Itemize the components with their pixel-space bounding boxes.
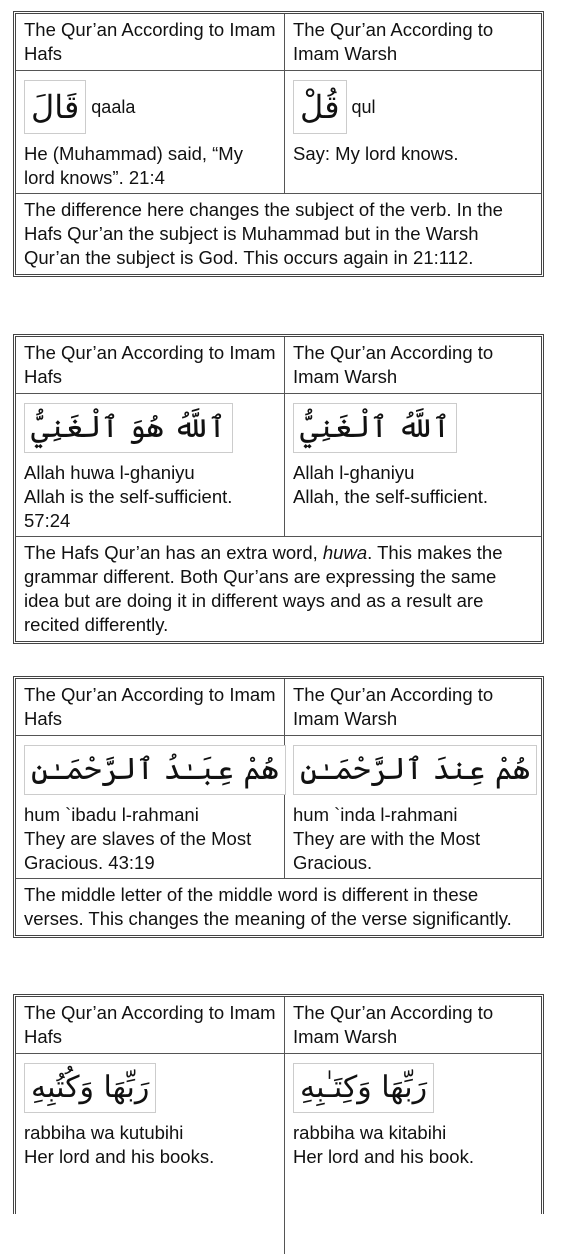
warsh-arabic: هُمْ عِندَ ٱلرَّحْمَـٰنِ — [293, 745, 537, 795]
hafs-verse-cell — [16, 736, 285, 878]
warsh-header: The Qur’an According to Imam Warsh — [293, 342, 494, 387]
warsh-verse-cell — [285, 736, 543, 878]
comparison-card-4 — [13, 994, 544, 1214]
warsh-header: The Qur’an According to Imam Warsh — [293, 19, 494, 64]
hafs-transliteration: hum `ibadu l-rahmani — [24, 804, 199, 825]
warsh-verse-cell — [285, 71, 541, 193]
hafs-verse-cell — [16, 71, 285, 193]
hafs-verse-cell — [16, 1054, 285, 1254]
verse-row — [16, 71, 541, 194]
note-text: The middle letter of the middle word is different in these verses. This changes the meaning of the verse significantly. — [24, 884, 512, 929]
header-row — [16, 14, 541, 71]
comparison-card-1 — [13, 11, 544, 277]
warsh-arabic: قُلْ — [293, 80, 347, 134]
hafs-transliteration: qaala — [91, 96, 136, 117]
hafs-translation: Her lord and his books. — [24, 1146, 215, 1167]
verse-row — [16, 1054, 541, 1254]
comparison-card-3 — [13, 676, 544, 938]
note-emphasis: huwa — [322, 542, 368, 563]
header-row — [16, 337, 541, 394]
comparison-card-2 — [13, 334, 544, 644]
warsh-transliteration: qul — [351, 96, 376, 117]
warsh-transliteration: hum `inda l-rahmani — [293, 804, 458, 825]
hafs-header: The Qur’an According to Imam Hafs — [16, 337, 285, 393]
note-row — [16, 537, 541, 641]
warsh-verse-cell — [285, 394, 541, 536]
verse-row — [16, 736, 541, 879]
warsh-arabic: رَبِّهَا وَكِتَـٰبِهِ — [293, 1063, 434, 1113]
note-text — [16, 537, 541, 641]
hafs-arabic: قَالَ — [24, 80, 86, 134]
hafs-transliteration: rabbiha wa kutubihi — [24, 1122, 184, 1143]
warsh-translation: Say: My lord knows. — [293, 143, 459, 164]
warsh-header: The Qur’an According to Imam Warsh — [293, 684, 494, 729]
header-row — [16, 997, 541, 1054]
warsh-translation: They are with the Most Gracious. — [293, 828, 481, 873]
note-text-start: The Hafs Qur’an has an extra word, — [24, 542, 323, 563]
hafs-header: The Qur’an According to Imam Hafs — [16, 679, 285, 735]
note-row — [16, 879, 541, 935]
note-text-end: . This makes the grammar different. Both Qur’ans are expressing the same idea but are doing it in different ways and as a result are recited differently. — [24, 542, 503, 635]
hafs-arabic: رَبِّهَا وَكُتُبِهِ — [24, 1063, 156, 1113]
hafs-translation: Allah is the self-sufficient. 57:24 — [24, 486, 233, 531]
hafs-verse-cell — [16, 394, 285, 536]
hafs-arabic: ٱللَّهُ هُوَ ٱلْغَنِيُّ — [24, 403, 233, 453]
header-row — [16, 679, 541, 736]
warsh-arabic: ٱللَّهُ ٱلْغَنِيُّ — [293, 403, 457, 453]
hafs-transliteration: Allah huwa l-ghaniyu — [24, 462, 195, 483]
hafs-translation: He (Muhammad) said, “My lord knows”. 21:4 — [24, 143, 243, 188]
warsh-verse-cell — [285, 1054, 541, 1254]
verse-row — [16, 394, 541, 537]
hafs-arabic: هُمْ عِبَـٰدُ ٱلرَّحْمَـٰنِ — [24, 745, 286, 795]
hafs-header: The Qur’an According to Imam Hafs — [16, 14, 285, 70]
warsh-transliteration: rabbiha wa kitabihi — [293, 1122, 447, 1143]
warsh-translation: Her lord and his book. — [293, 1146, 474, 1167]
note-text: The difference here changes the subject of the verb. In the Hafs Qur’an the subject is Muhammad but in the Warsh Qur’an the subject is God. This occurs again in 21:112. — [24, 199, 503, 268]
warsh-transliteration: Allah l-ghaniyu — [293, 462, 415, 483]
note-row — [16, 194, 541, 274]
warsh-header: The Qur’an According to Imam Warsh — [293, 1002, 494, 1047]
hafs-translation: They are slaves of the Most Gracious. 43:19 — [24, 828, 252, 873]
hafs-header: The Qur’an According to Imam Hafs — [16, 997, 285, 1053]
warsh-translation: Allah, the self-sufficient. — [293, 486, 489, 507]
